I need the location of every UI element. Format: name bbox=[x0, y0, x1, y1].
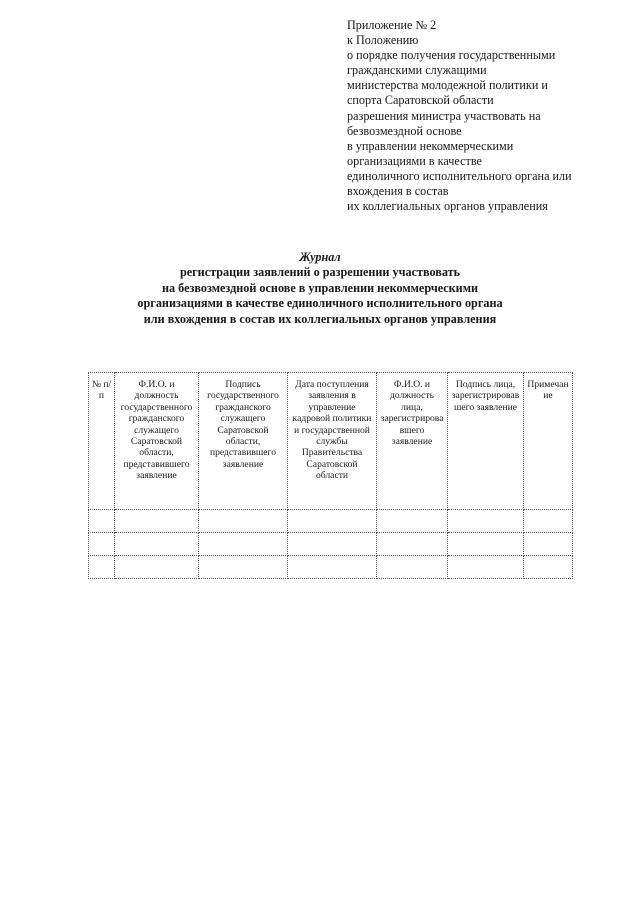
table-cell[interactable] bbox=[448, 556, 524, 579]
title-line: организациями в качестве единоличного исполнительного органа bbox=[137, 296, 503, 311]
table-cell[interactable] bbox=[524, 510, 573, 533]
table-cell[interactable] bbox=[89, 533, 115, 556]
annex-line: к Положению bbox=[347, 33, 419, 48]
table-cell[interactable] bbox=[524, 556, 573, 579]
table-cell[interactable] bbox=[115, 510, 199, 533]
table-row bbox=[89, 533, 573, 556]
table-row bbox=[89, 510, 573, 533]
table-cell[interactable] bbox=[288, 533, 377, 556]
table-cell[interactable] bbox=[89, 510, 115, 533]
table-cell[interactable] bbox=[288, 556, 377, 579]
table-cell[interactable] bbox=[448, 533, 524, 556]
table-cell[interactable] bbox=[448, 510, 524, 533]
annex-line: безвозмездной основе bbox=[347, 123, 462, 138]
annex-line: о порядке получения государственными bbox=[347, 48, 556, 63]
table-cell[interactable] bbox=[377, 533, 448, 556]
title-line: на безвозмездной основе в управлении некоммерческими bbox=[161, 280, 479, 295]
table-cell[interactable] bbox=[199, 556, 288, 579]
table-cell[interactable] bbox=[524, 533, 573, 556]
table-cell[interactable] bbox=[377, 556, 448, 579]
header-registrar-signature: Подпись лица, зарегистрировавшего заявление bbox=[448, 373, 524, 510]
document-title bbox=[100, 250, 540, 327]
annex-line: министерства молодежной политики и bbox=[347, 78, 548, 93]
annex-line: вхождения в состав bbox=[347, 184, 449, 199]
annex-line: в управлении некоммерческими bbox=[347, 138, 514, 153]
table-cell[interactable] bbox=[115, 533, 199, 556]
annex-line: их коллегиальных органов управления bbox=[347, 199, 548, 214]
table-cell[interactable] bbox=[115, 556, 199, 579]
table-header-row bbox=[89, 373, 573, 510]
header-registrar-name: Ф.И.О. и должность лица, зарегистрировавшего заявление bbox=[377, 373, 448, 510]
header-note: Примечание bbox=[524, 373, 573, 510]
table-cell[interactable] bbox=[288, 510, 377, 533]
table-cell[interactable] bbox=[89, 556, 115, 579]
annex-line: спорта Саратовской области bbox=[347, 93, 494, 108]
annex-line: разрешения министра участвовать на bbox=[347, 108, 541, 123]
annex-line: Приложение № 2 bbox=[347, 18, 437, 32]
annex-line: организациями в качестве bbox=[347, 153, 482, 168]
table-cell[interactable] bbox=[199, 533, 288, 556]
annex-reference bbox=[347, 18, 607, 214]
title-line: регистрации заявлений о разрешении участвовать bbox=[179, 265, 461, 280]
header-date-received: Дата поступления заявления в управление кадровой политики и государственной службы Правительства Саратовской области bbox=[288, 373, 377, 510]
table-row bbox=[89, 556, 573, 579]
header-name-position: Ф.И.О. и должность государственного гражданского служащего Саратовской области, представившего заявление bbox=[115, 373, 199, 510]
title-line: или вхождения в состав их коллегиальных органов управления bbox=[143, 311, 497, 326]
title-line: Журнал bbox=[299, 250, 341, 264]
table-cell[interactable] bbox=[199, 510, 288, 533]
annex-line: гражданскими служащими bbox=[347, 63, 487, 78]
registration-table bbox=[88, 372, 573, 579]
annex-line: единоличного исполнительного органа или bbox=[347, 168, 572, 183]
table-cell[interactable] bbox=[377, 510, 448, 533]
header-signature-servant: Подпись государственного гражданского служащего Саратовской области, представившего заявление bbox=[199, 373, 288, 510]
header-number: № п/п bbox=[89, 373, 115, 510]
